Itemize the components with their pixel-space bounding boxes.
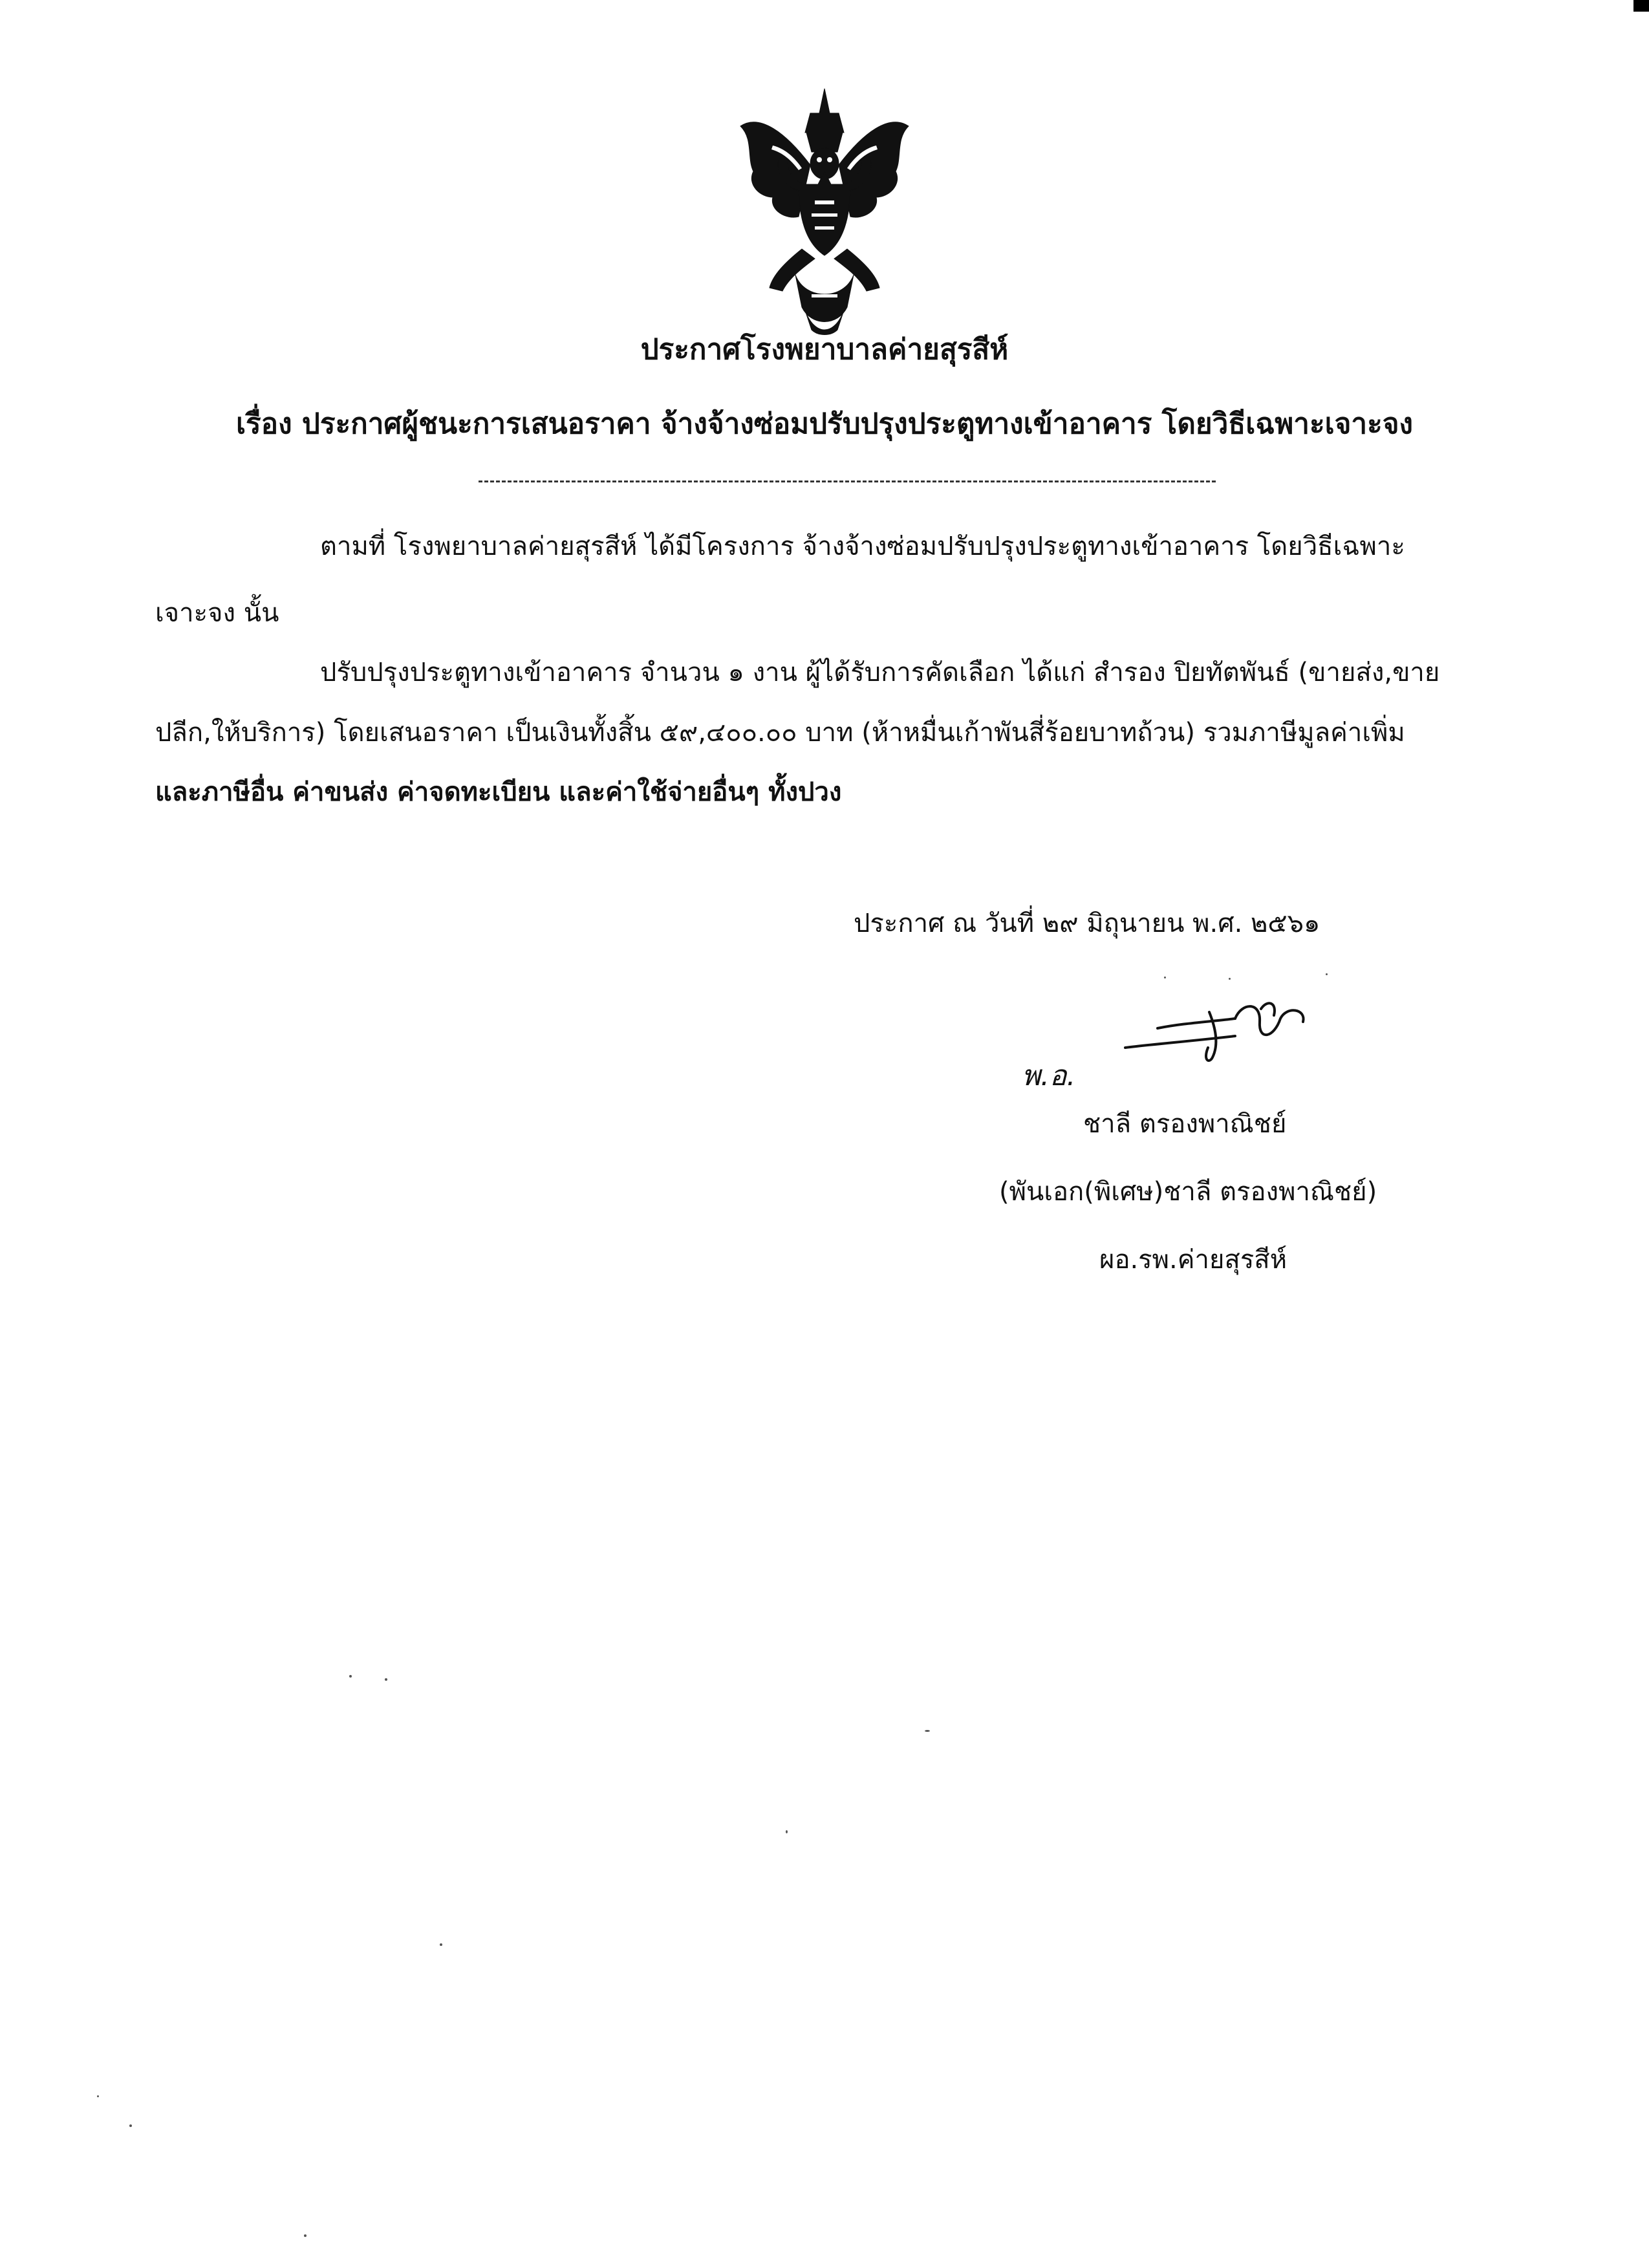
- scan-speck: [1164, 977, 1166, 978]
- signer-name: ชาลี ตรองพาณิชย์: [1083, 1109, 1287, 1139]
- signer-position: ผอ.รพ.ค่ายสุรสีห์: [1099, 1245, 1288, 1275]
- scan-speck: [1229, 978, 1231, 980]
- scan-speck: [349, 1675, 352, 1678]
- rank-handwritten: พ.อ.: [1022, 1059, 1076, 1092]
- scan-speck: [385, 1678, 387, 1681]
- paragraph1-line1: ตามที่ โรงพยาบาลค่ายสุรสีห์ ได้มีโครงการ จ้างจ้างซ่อมปรับปรุงประตูทางเข้าอาคาร โดยวิธีเฉพาะ: [320, 532, 1405, 561]
- scan-speck: [129, 2124, 132, 2127]
- paragraph2-line2: ปลีก,ให้บริการ) โดยเสนอราคา เป็นเงินทั้งสิ้น ๕๙,๔๐๐.๐๐ บาท (ห้าหมื่นเก้าพันสี่ร้อยบาทถ้วน) รวมภาษีมูลค่าเพิ่ม: [155, 718, 1405, 748]
- paragraph2-line3: และภาษีอื่น ค่าขนส่ง ค่าจดทะเบียน และค่าใช้จ่ายอื่นๆ ทั้งปวง: [155, 777, 842, 807]
- paragraph2-line1: ปรับปรุงประตูทางเข้าอาคาร จำนวน ๑ งาน ผู้ได้รับการคัดเลือก ได้แก่ สำรอง ปิยทัตพันธ์ (ขายส่ง,ขาย: [320, 658, 1440, 687]
- document-subject: เรื่อง ประกาศผู้ชนะการเสนอราคา จ้างจ้างซ่อมปรับปรุงประตูทางเข้าอาคาร โดยวิธีเฉพาะเจาะจง: [235, 407, 1414, 440]
- announce-date: ประกาศ ณ วันที่ ๒๙ มิถุนายน พ.ศ. ๒๕๖๑: [854, 909, 1320, 938]
- paragraph1-line2: เจาะจง นั้น: [155, 598, 279, 628]
- signer-full-name: (พันเอก(พิเศษ)ชาลี ตรองพาณิชย์): [999, 1177, 1377, 1207]
- garuda-emblem-icon: [734, 87, 915, 336]
- scan-speck: [440, 1943, 442, 1946]
- scan-speck: [304, 2234, 307, 2237]
- document-title: ประกาศโรงพยาบาลค่ายสุรสีห์: [640, 333, 1009, 366]
- scan-speck: [97, 2095, 99, 2097]
- signature-icon: [1112, 983, 1358, 1080]
- scan-speck: [1326, 973, 1328, 975]
- scan-corner-mark: [1633, 0, 1649, 12]
- scan-speck: [786, 1830, 788, 1833]
- title-divider: [479, 481, 1216, 482]
- scan-speck: [925, 1730, 930, 1732]
